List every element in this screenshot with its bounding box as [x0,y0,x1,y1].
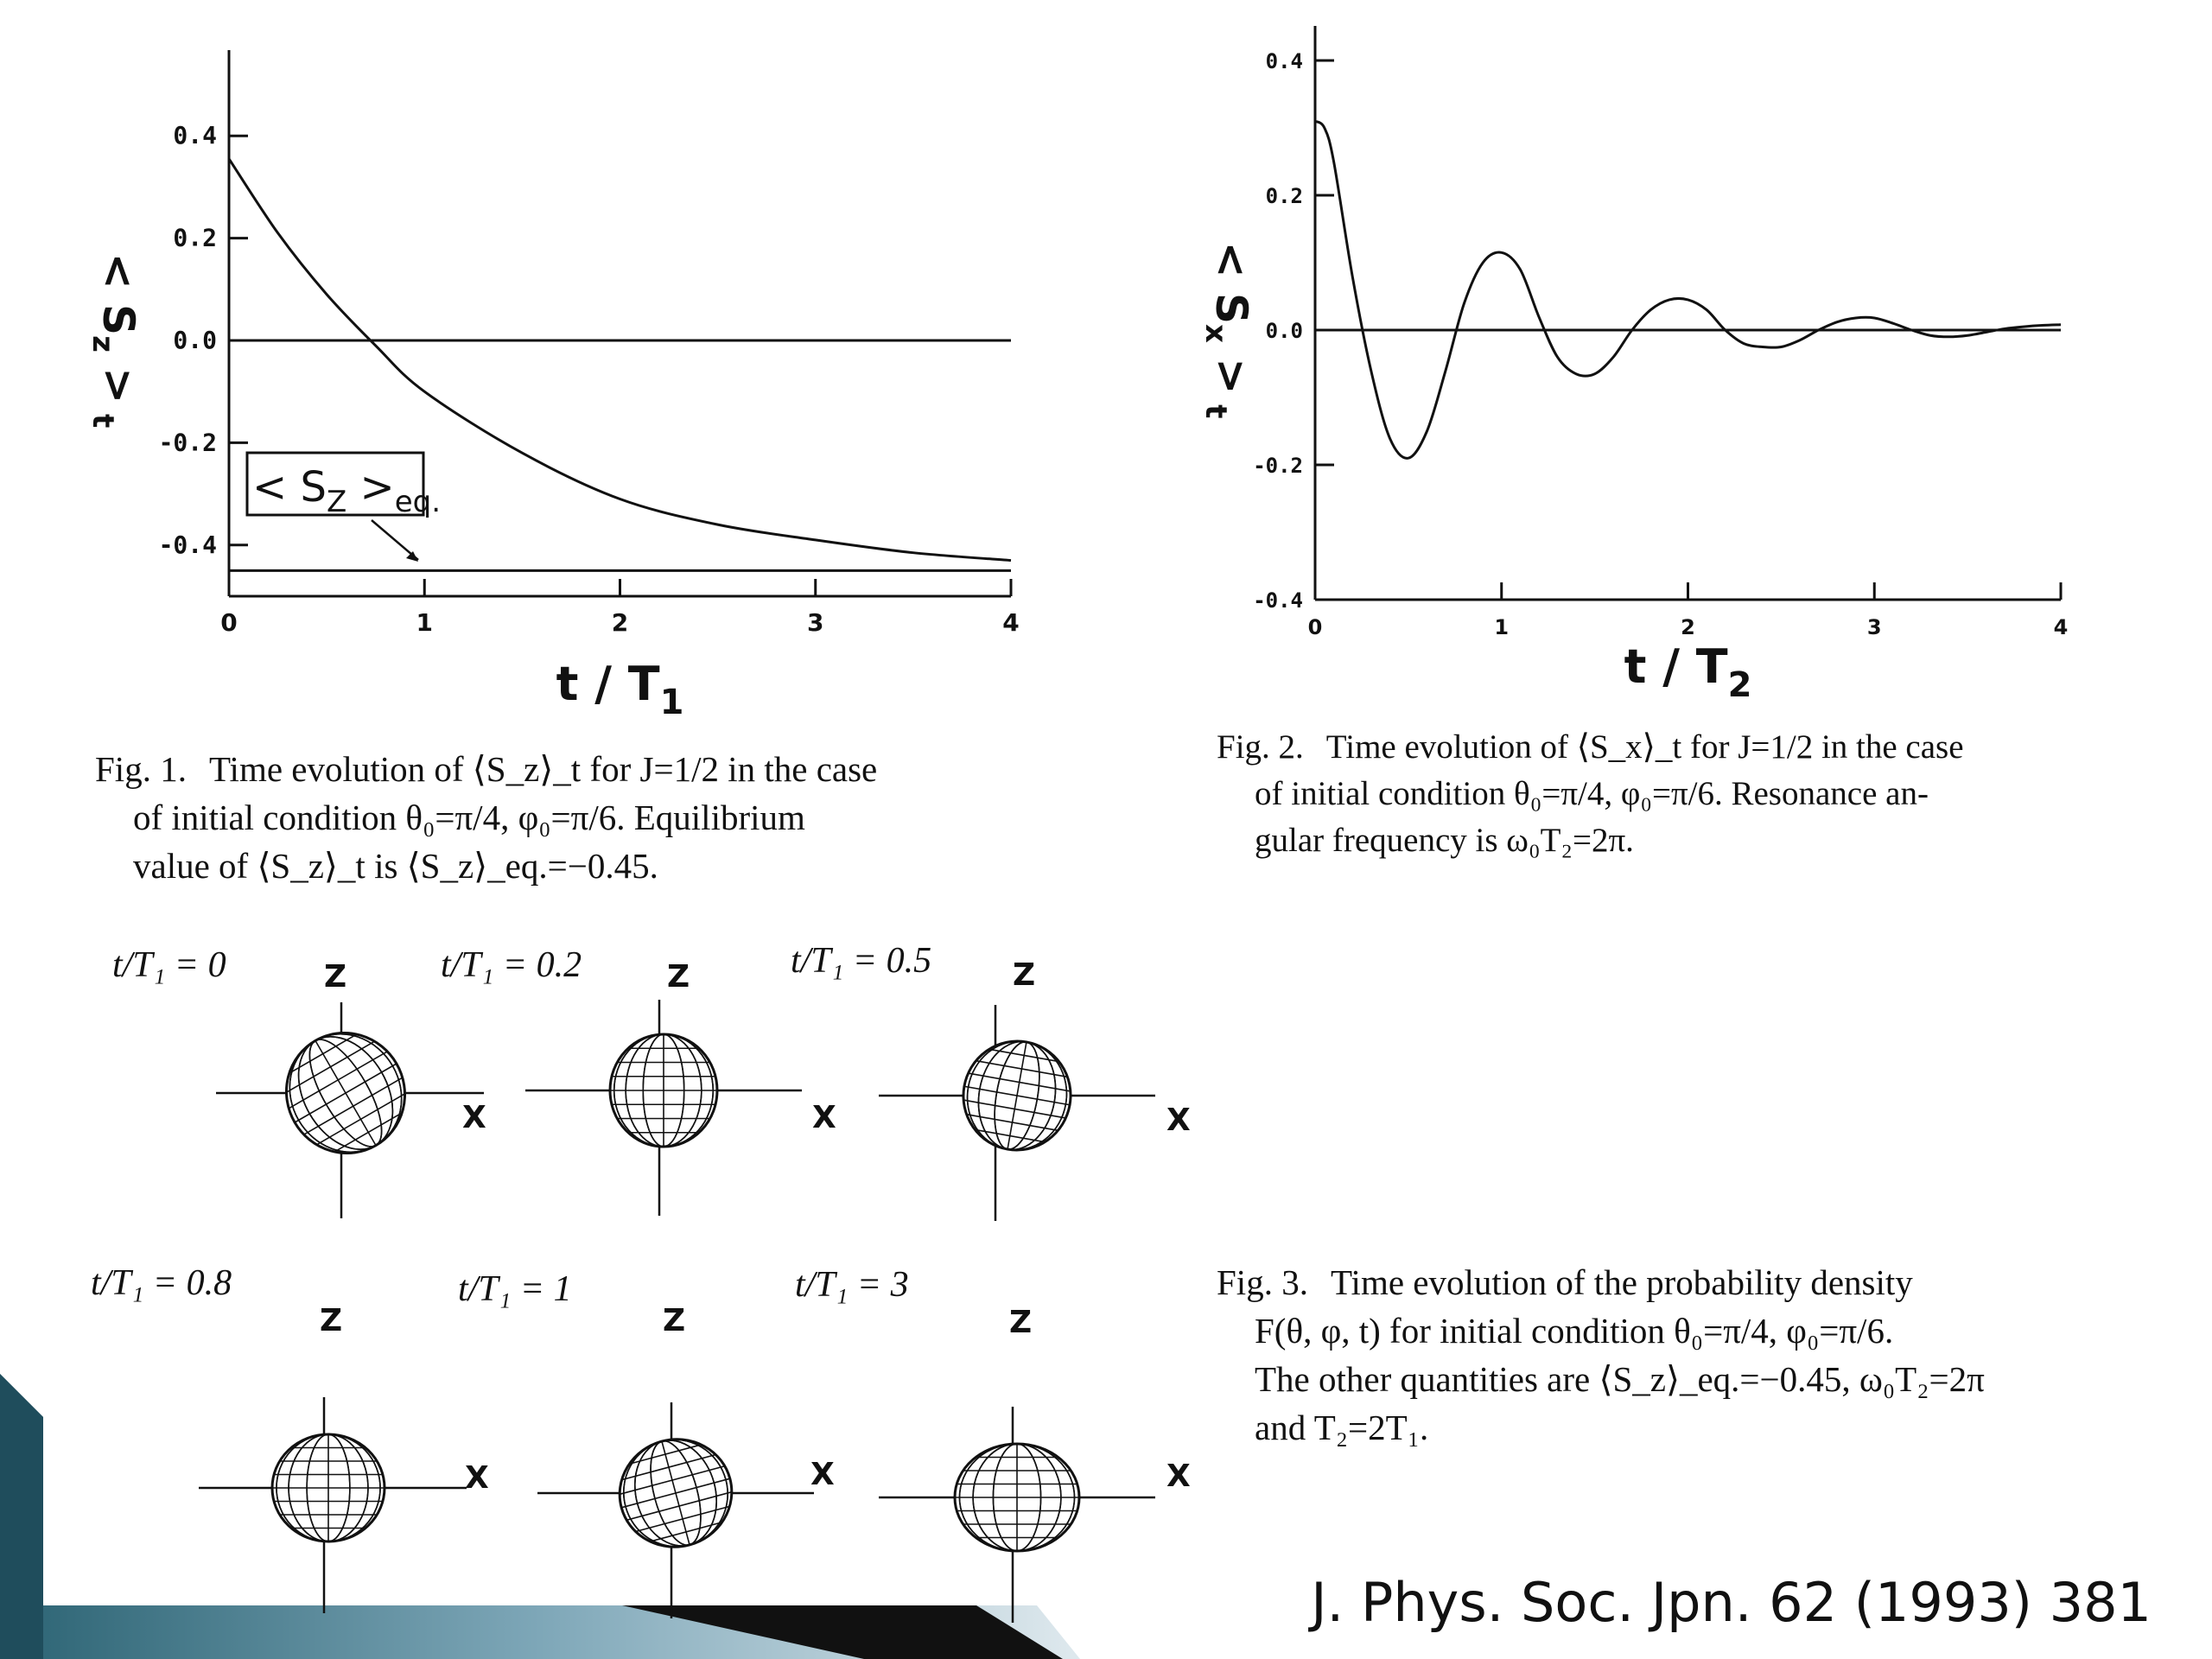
sphere-panel-3 [91,1263,489,1613]
x-axis-label: X [810,1457,835,1492]
x-axis-label: X [1166,1459,1191,1494]
svg-text:< Sz > t: < $S_z > _t$ [86,252,143,429]
x-tick-label: 3 [1866,615,1882,639]
x-tick-label: 1 [1494,615,1510,639]
fig1-caption-line3: value of ⟨S_z⟩_t is ⟨S_z⟩_eq.=−0.45. [133,846,658,886]
x-axis-label: t / $T_1$ [556,657,684,722]
z-axis-label: Z [320,1303,343,1338]
sphere-panel-5 [795,1265,1191,1623]
y-tick-label: 0.4 [173,121,217,150]
fig2-number: Fig. 2. [1217,728,1304,766]
sphere-time-label: t/T₁ = 3 [795,1265,909,1305]
sphere [955,1444,1079,1551]
fig1-caption-line1: Time evolution of ⟨S_z⟩_t for J=1/2 in the case [208,749,878,789]
fig3-caption-line4: and T₂=2T₁. [1255,1408,1429,1447]
sphere-panel-2 [791,941,1191,1221]
x-tick-label: 1 [416,608,433,637]
x-tick-label: 4 [1002,608,1020,637]
citation: J. Phys. Soc. Jpn. 62 (1993) 381 [1311,1571,2152,1634]
sphere [955,1033,1079,1159]
sphere-time-label: t/T₁ = 0.5 [791,941,932,981]
fig2-caption [1217,724,2081,864]
fig1-annotation-text: < $S_Z >_{eq.}$ [252,463,442,519]
fig1-number: Fig. 1. [95,749,187,789]
sphere-panel-4 [458,1269,835,1618]
x-axis-label: X [465,1460,489,1496]
x-axis-label: X [462,1100,486,1135]
sphere [607,1427,744,1559]
y-tick-label: 0.0 [173,326,217,354]
x-tick-label: 2 [1681,615,1695,639]
x-tick-label: 2 [611,608,629,637]
z-axis-label: Z [1013,957,1036,993]
x-tick-label: 3 [807,608,824,637]
svg-text:< Sx > t: < $S_x > _t$ [1198,241,1256,419]
fig3-caption [1217,1258,2133,1452]
x-tick-label: 4 [2053,615,2069,639]
y-tick-label: -0.4 [158,530,217,559]
fig3-caption-line2: F(θ, φ, t) for initial condition θ₀=π/4, φ₀=π/6. [1255,1311,1894,1351]
fig2-caption-line1: Time evolution of ⟨S_x⟩_t for J=1/2 in the case [1325,728,1964,766]
y-tick-label: -0.2 [158,428,217,457]
z-axis-label: Z [1009,1305,1033,1340]
sphere [610,1034,717,1147]
y-tick-label: -0.4 [1253,588,1303,613]
x-axis-label: X [812,1100,836,1135]
sphere-time-label: t/T₁ = 0 [112,945,226,985]
fig1-caption-line2: of initial condition θ₀=π/4, φ₀=π/6. Equilibrium [133,798,805,837]
sphere-time-label: t/T₁ = 0.8 [91,1263,232,1303]
z-axis-label: Z [667,959,690,995]
sphere-panel-0 [112,945,486,1218]
y-tick-label: -0.2 [1253,454,1303,478]
x-axis-label: X [1166,1103,1191,1138]
y-tick-label: 0.0 [1265,319,1303,343]
fig3-caption-line1: Time evolution of the probability density [1330,1262,1913,1302]
fig3-caption-line3: The other quantities are ⟨S_z⟩_eq.=−0.45, ω₀T₂=2π [1255,1359,1985,1399]
fig2-caption-line2: of initial condition θ₀=π/4, φ₀=π/6. Resonance an- [1255,775,1929,812]
x-tick-label: 0 [1307,615,1323,639]
x-tick-label: 0 [220,608,238,637]
y-tick-label: 0.4 [1265,49,1303,73]
x-axis-label: t / $T_2$ [1624,639,1752,705]
z-axis-label: Z [324,959,347,995]
sphere-time-label: t/T₁ = 1 [458,1269,572,1309]
z-axis-label: Z [663,1303,686,1338]
fig2-caption-line3: gular frequency is ω₀T₂=2π. [1255,822,1634,859]
sphere [272,1434,385,1541]
sphere-panel-1 [441,945,836,1216]
fig3-number: Fig. 3. [1217,1262,1308,1302]
fig1-caption [95,745,1011,890]
y-tick-label: 0.2 [1265,184,1303,208]
sphere [264,1011,427,1174]
y-tick-label: 0.2 [173,223,217,252]
sphere-time-label: t/T₁ = 0.2 [441,945,582,985]
